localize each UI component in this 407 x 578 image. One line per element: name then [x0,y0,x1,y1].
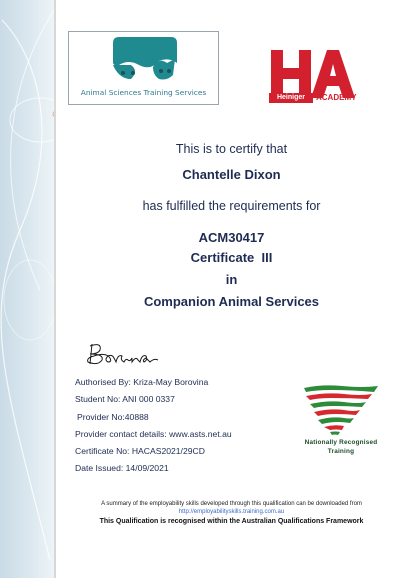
asts-logo [68,31,219,105]
provider-contact: Provider contact details: www.asts.net.au [75,428,232,439]
in-word: in [225,272,238,287]
swirl-decoration [0,0,54,578]
certificate-details [75,377,232,481]
ha-academy-wordmark [267,93,357,105]
nrt-triangle-icon [302,384,380,436]
page-divider [54,0,56,578]
authorised-by: Authorised By: Kriza-May Borovina [75,377,209,387]
employability-skills-link[interactable]: http://employabilityskills.training.com.au [178,509,285,515]
signature-image [84,340,164,368]
qualification-code: ACM30417 [198,230,265,245]
nrt-line-1: Nationally Recognised [304,439,378,446]
aqf-statement: This Qualification is recognised within the Australian Qualifications Framework [99,518,364,525]
date-issued: Date Issued: 14/09/2021 [75,463,169,474]
qualification-level: Certificate III [190,250,273,265]
decorative-side-band [0,0,54,578]
nrt-line-2: Training [327,448,355,455]
qualification-name: Companion Animal Services [143,294,320,309]
academy-label: ACADEMY [316,93,357,102]
recipient-name: Chantelle Dixon [182,167,281,182]
fulfilled-statement: has fulfilled the requirements for [142,199,321,213]
heiniger-label: Heiniger [269,93,313,103]
provider-number: Provider No:40888 [77,411,149,422]
employability-summary-note: A summary of the employability skills developed through this qualification can be downloaded from [101,501,362,507]
student-number: Student No: ANI 000 0337 [75,394,175,405]
asts-logo-text: Animal Sciences Training Services [80,88,207,97]
certify-intro: This is to certify that [175,142,288,156]
certificate-number: Certificate No: HACAS2021/29CD [75,446,205,457]
nationally-recognised-training-logo [296,384,386,456]
animals-icon [109,35,179,85]
